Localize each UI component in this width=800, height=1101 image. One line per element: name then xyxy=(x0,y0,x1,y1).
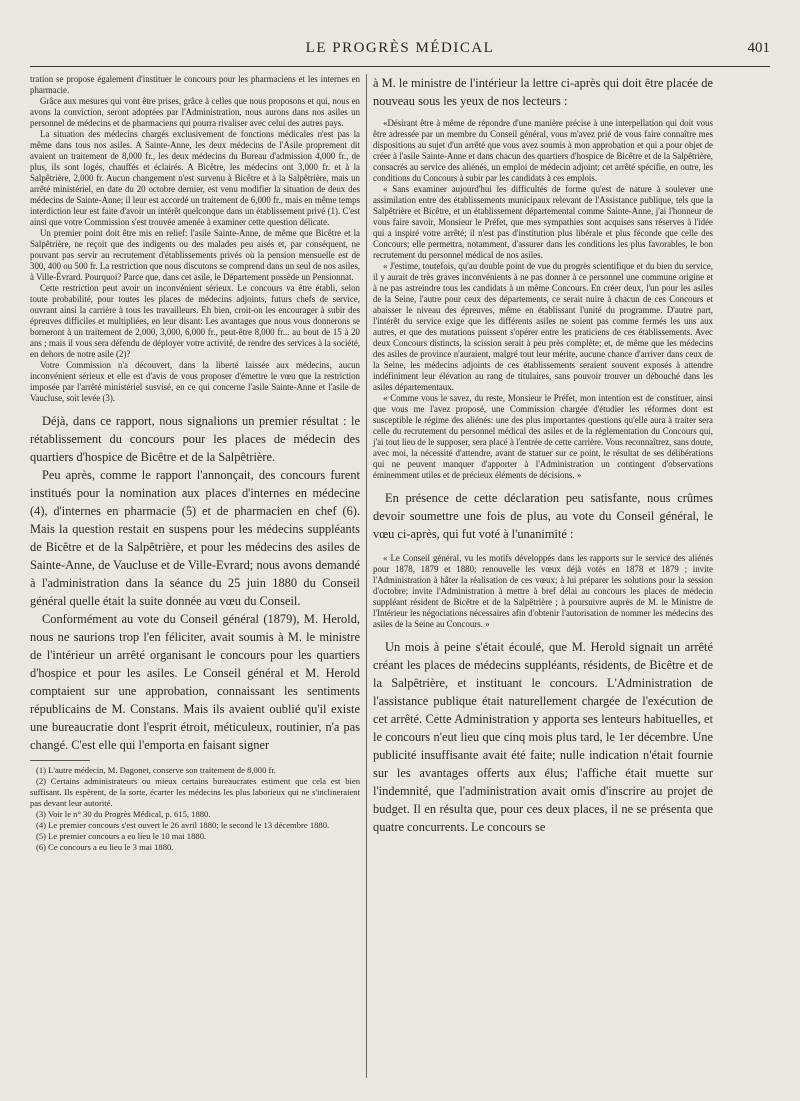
left-small-paragraph: Un premier point doit être mis en relief: l'asile Sainte-Anne, de même que Bicêtre et la Salpêtrière, ne reçoit que des indigents ou des malades peu aisés et, par conséquent, ne pouvant pas servir au recrutement d'établissements privés où la pension mensuelle est de 300, 400 ou 500 fr. La restriction que nous discutons se comprend dans un seul de nos asiles, à Ville-Évrard. Pourquoi? Parce que, dans cet asile, le Département possède un Pensionnat. xyxy=(30,228,360,282)
left-small-paragraph: tration se propose également d'instituer le concours pour les pharmaciens et les internes en pharmacie. xyxy=(30,74,360,95)
footnote: (5) Le premier concours a eu lieu le 10 mai 1880. xyxy=(36,831,207,841)
footnote: (2) Certains administrateurs ou mieux certains bureaucrates estiment que cela est bien suffisant. Ils espèrent, de la sorte, écarter les médecins les plus laborieux qui ne s'inclineraient pas devant leur autorité. xyxy=(30,776,360,808)
left-small-paragraph: Votre Commission n'a découvert, dans la liberté laissée aux médecins, aucun inconvénient sérieux et elle est d'avis de vous proposer d'émettre le vœu que la restriction imposée par l'arrêté ministériel susvisé, en ce qui concerne l'asile Sainte-Anne et l'asile de Vaucluse, soit levée (3). xyxy=(30,360,360,403)
left-small-paragraph: La situation des médecins chargés exclusivement de fonctions médicales n'est pas la même dans tous nos asiles. A Sainte-Anne, les deux médecins de l'Asile proprement dit avaient un traitement de 8,000 fr., les deux médecins du Bureau d'admission 4,000 fr., de plus, ils sont logés, chauffés et éclairés. A Bicêtre, les médecins ont 3,000 fr. et à la Salpêtrière, 2,000 fr. Aucun changement n'est survenu à Bicêtre et à la Salpêtrière, mais un arrêté ministériel, en date du 20 octobre dernier, est venu modifier la situation de deux des médecins de Sainte-Anne; il leur est accordé un traitement de 6,000 fr., mais en même temps interdiction leur est faite d'avoir un intérêt quelconque dans un établissement privé (1). C'est ainsi que votre Commission s'est trouvée amenée à examiner cette question délicate. xyxy=(30,129,360,227)
footnote: (6) Ce concours a eu lieu le 3 mai 1880. xyxy=(36,842,174,852)
journal-title: LE PROGRÈS MÉDICAL xyxy=(305,40,495,56)
council-resolution: « Le Conseil général, vu les motifs développés dans les rapports sur le service des aliénés pour 1878, 1879 et 1880; renouvelle les vœux déjà votés en 1878 et 1879 ; invite l'Administration à hâter la réalisation de ces vœux; à lui préparer les solutions pour la session d'octobre; invite l'Administration à mettre à bref délai au concours les places de médecin suppléant résident de Bicêtre et de la Salpêtrière ; à poursuivre auprès de M. le Ministre de l'Intérieur les négociations nécessaires afin d'obtenir l'autorisation de nommer les médecins des asiles de la Seine au Concours. » xyxy=(373,553,713,629)
minister-letter-paragraph: «Désirant être à même de répondre d'une manière précise à une interpellation qui doit vous être adressée par un membre du Conseil général, vous m'avez prié de vous faire connaître mes dispositions au sujet d'un arrêté que vous avez soumis à mon approbation et qui a pour objet de créer à l'asile Sainte-Anne et dans chacun des quartiers d'hospice de Bicêtre et de la Salpêtrière, consacrés au service des aliénés, un emploi de médecin adjoint; cet arrêté spécifie, en outre, les conditions du Concours à subir par les candidats à ces emplois. xyxy=(373,118,713,183)
running-header xyxy=(30,40,770,67)
minister-letter-paragraph: « Sans examiner aujourd'hui les difficultés de forme qu'est de nature à soulever une assimilation entre des établissements municipaux relevant de l'Assistance publique, tels que la Salpêtrière et Bicêtre, et un établissement départemental comme Sainte-Anne, j'ai l'honneur de vous faire savoir, Monsieur le Préfet, que mes sympathies sont acquises sans réserves à l'idée qui a inspiré votre arrêté; il n'est pas d'institution plus libérale et plus féconde que celle des Concours; elle permettra, notamment, d'assurer dans les conditions les plus favorables, le bon recrutement du personnel médical de nos asiles. xyxy=(373,184,713,260)
minister-letter-paragraph: « Comme vous le savez, du reste, Monsieur le Préfet, mon intention est de constituer, ainsi que vous me l'avez proposé, une Commission chargée d'étudier les réformes dont est susceptible le régime des aliénés: une des plus importantes questions qu'elle aura à traiter sera celle du recrutement du personnel médical des asiles et de la réglementation du Concours qui, j'ai tout lieu de le supposer, sera placé à l'entrée de cette carrière. Vous reconnaîtrez, sans doute, avec moi, la nécessité d'attendre, avant de statuer sur ce point, le résultat de ses délibérations qui ne peuvent manquer d'apporter à l'Administration un contingent d'observations éminemment utiles et de précieux éléments de décisions. » xyxy=(373,393,713,480)
footnotes xyxy=(30,765,360,853)
left-small-paragraph: Cette restriction peut avoir un inconvénient sérieux. Le concours va être établi, selon toute probabilité, pour toutes les places de médecins adjoints, futurs chefs de service, ouvrant ainsi la carrière à tous les travailleurs. Eh bien, croit-on les encourager à subir des épreuves difficiles et multipliées, en leur disant: Les avantages que nous vous donnerons se borneront à un traitement de 2,000, 3,000, 6,000 fr., peut-être 8,000 fr... au bout de 15 à 20 ans ; mais il vous sera défendu de déployer votre activité, de rendre des services à la société, en dehors de notre asile (2)? xyxy=(30,283,360,359)
left-main-paragraph: Conformément au vote du Conseil général (1879), M. Herold, nous ne saurions trop l'en féliciter, avait soumis à M. le ministre de l'intérieur un arrêté organisant le concours pour les quartiers d'hospice et pour les asiles. Le Conseil général et M. Herold comptaient sur une approbation, connaissant les sentiments républicains de M. Constans. Mais ils avaient oublié qu'il existe une bureaucratie dont l'esprit étroit, méticuleux, routinier, n'a pas changé. C'est elle qui l'emporta en faisant signer xyxy=(30,612,360,752)
left-main-paragraph: Peu après, comme le rapport l'annonçait, des concours furent institués pour la nomination aux places d'internes en médecine (4), d'internes en pharmacie (5) et de pharmacien en chef (6). Mais la question restait en suspens pour les médecins suppléants de Bicêtre et de la Salpêtrière, et pour les médecins des asiles de Sainte-Anne, de Vaucluse et de Ville-Evrard; nous avons demandé à l'administration dans la séance du 25 juin 1880 du Conseil général quelle était la suite donnée au vœu du Conseil. xyxy=(30,468,360,608)
footnote: (1) L'autre médecin, M. Dagonet, conserve son traitement de 8,000 fr. xyxy=(36,765,276,775)
left-small-paragraph: Grâce aux mesures qui vont être prises, grâce à celles que nous proposons et qui, nous en avons la conviction, seront adoptées par l'Administration, nous aurons dans nos asiles un personnel de médecins et de pharmaciens qui pourra rivaliser avec celui des autres pays. xyxy=(30,96,360,128)
footnote: (3) Voir le n° 30 du Progrès Médical, p. 615, 1880. xyxy=(36,809,211,819)
right-intro-paragraph: à M. le ministre de l'intérieur la lettre ci-après qui doit être placée de nouveau sous les yeux de nos lecteurs : xyxy=(373,76,713,108)
minister-letter-paragraph: « J'estime, toutefois, qu'au double point de vue du progrès scientifique et du bien du service, il y aurait de très graves inconvénients à ne pas donner à ce personnel une commune origine et à ne pas astreindre tous les candidats à un même Concours. En créer deux, l'un pour les asiles de la Seine, l'autre pour ceux des départements, ce serait nuire à chacun de ces Concours et abaisser le niveau des épreuves, même en établissant l'unité du programme. D'autre part, l'intérêt du service exige que les différents asiles ne soient pas comme fermés les uns aux autres, et que des mutations puissent s'opérer entre les praticiens de ces établissements. Avec deux Concours distincts, la scission serait à peu près complète; et, de même que les médecins des asiles de province n'auraient, malgré tout leur mérite, aucune chance d'arriver dans ceux de la Seine, les médecins adjoints de ces établissements seraient souvent exposés à attendre indéfiniment leur élévation au rang de titulaires, sans pouvoir trouver un débouché dans les asiles départementaux. xyxy=(373,261,713,392)
left-column xyxy=(30,74,360,853)
page-number: 401 xyxy=(747,40,770,56)
right-column xyxy=(373,74,713,836)
footnote: (4) Le premier concours s'est ouvert le 26 avril 1880; le second le 13 décembre 1880. xyxy=(36,820,330,830)
footnote-separator xyxy=(30,760,90,761)
right-main-paragraph: En présence de cette déclaration peu satisfante, nous crûmes devoir soumettre une fois de plus, au vote du Conseil général, le vœu ci-après, qui fut voté à l'unanimité : xyxy=(373,491,713,541)
left-main-paragraph: Déjà, dans ce rapport, nous signalions un premier résultat : le rétablissement du concours pour les places de médecin des quartiers d'hospice de Bicêtre et de la Salpêtrière. xyxy=(30,414,360,464)
column-divider xyxy=(366,74,367,1078)
right-main-paragraph: Un mois à peine s'était écoulé, que M. Herold signait un arrêté créant les places de médecins suppléants, résidents, de Bicêtre et de la Salpêtrière, et instituant le concours. L'Administration de l'assistance publique était naturellement chargée de l'exécution de cet arrêté. Cette Administration y apporta ses lenteurs habituelles, et le concours n'eut lieu que cinq mois plus tard, le 1er décembre. Une publicité insuffisante avait été faite; nulle indication n'était fournie sur les avantages offerts aux élus; l'affiche était muette sur l'indemnité, que l'administration avait omis d'inscrire au projet de budget. Il en résulta que, pour ces deux places, il ne se présenta que quatre concurrents. Le concours se xyxy=(373,640,713,834)
